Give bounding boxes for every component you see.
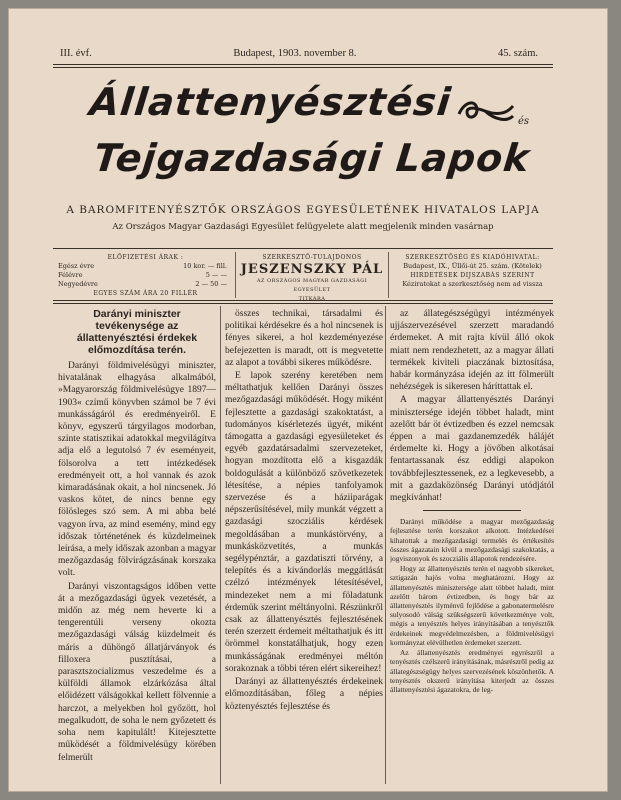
editor-sub1: AZ ORSZÁGOS MAGYAR GAZDASÁGI EGYESÜLET xyxy=(256,278,368,293)
subscription-footer: EGYES SZÁM ÁRA 20 FILLÉR xyxy=(93,290,198,297)
article-paragraph: Darányi működése a magyar mezőgazdaság fejlesztése terén korszakot alkotott. Intézkedései kihatottak a mezőgazdasági termelés és értékesítés összes ágazatain kívül a mezőgazdasági szakoktatás, a jogviszonyok és szocziális állapotok rendezésére. xyxy=(390,517,554,564)
subscription-row: Félévre 5 — — xyxy=(58,271,227,279)
column-divider xyxy=(385,306,386,784)
office-note: Kéziratokat a szerkesztőség nem ad vissza xyxy=(402,280,543,288)
editor-heading: SZERKESZTŐ-TULAJDONOS xyxy=(262,254,362,261)
article-paragraph: Az állattenyésztés eredményei egyrészről a tenyésztés czélszerű irányításának, másrészről pedig az állategészségügy helyes szervezésének köszönhetők. A tenyésztés okszerű irányítása kiterjedt az összes állattenyésztési ágazatokra, de leg- xyxy=(390,648,554,694)
section-divider xyxy=(423,510,521,511)
article-column-2 xyxy=(225,308,383,788)
article-paragraph: E lapok szerény keretében nem méltathatjuk kellően Darányi összes mezőgazdasági működését. Hogy miként fejlesztette a gazdasági szakoktatást, a tudományos kísérletezés ügyét, miként támogatta a gazdasági egyesületeket és egyéb gazdatársadalmi szervezeteket, hogyan mozdította elő a kisgazdák boldogulását a különböző szövetkezetek létesítése, a népies tanfolyamok szervezése és a háziiparágak népszerűsítésével, mily munkát végzett a gazdasági szocziális kérdések megoldásában a munkástörvény, a munkásközvetítés, a munkás segélypénztár, a gazdatiszti törvény, a telepítés és a kivándorlás meggátlását czélzó intézmények létesítésével, mindezeket nem a mi föladatunk érdemük szerint méltányolni. Részünkről csak az állattenyésztés fejlesztésének terén szerzett érdemeit méltathatjuk és itt örömmel konstatálhatjuk, hogy ezen munkásságának eredményei méltón sorakoznak a többi téren elért sikereihez! xyxy=(225,371,383,674)
article-paragraph: A magyar állattenyésztés Darányi minisztersége idején többet haladt, mint azelőtt bár öt évtizedben és ezzel nemcsak éppen a mai gazdanemzedék hálájét érdemelte ki. Hogy a jövőben alkotásai fentartassanak ész eddigi alapokon továbbfejlesztessenek, ez a legkevesebb, a mit a gazdaközönség Darányi utódjától megkívánhat! xyxy=(390,395,554,504)
editor-sub2: TITKÁRA xyxy=(298,296,326,302)
dateline: Budapest, 1903. november 8. xyxy=(233,48,357,59)
office-address: Budapest, IX., Üllői-út 25. szám. (Kötelek) xyxy=(403,262,542,270)
issue-number: 45. szám. xyxy=(498,48,538,59)
office-box xyxy=(390,253,555,298)
subscription-row: Negyedévre 2 — 50 — xyxy=(58,280,227,288)
top-rule xyxy=(53,64,553,65)
article-column-1 xyxy=(58,308,216,788)
article-paragraph: összes technikai, társadalmi és politikai kérdésekre és a hol nincsenek is fényes sikerei, a hol kezdeményezése befejezetten is maradt, ott is megvetette az alapot a további sikeres működésre. xyxy=(225,309,383,368)
masthead-subtitle: A BAROMFITENYÉSZTŐK ORSZÁGOS EGYESÜLETÉNEK HIVATALOS LAPJA xyxy=(66,204,540,216)
article-column-3 xyxy=(390,308,554,788)
subscription-row: Egész évre 10 kor. — fill. xyxy=(58,262,227,270)
subscription-box xyxy=(58,253,233,298)
office-heading: SZERKESZTŐSÉG ÉS KIADÓHIVATAL: xyxy=(405,254,540,261)
info-rule-bottom xyxy=(53,300,553,301)
column-divider xyxy=(220,306,221,784)
article-paragraph: Darányi viszontagságos időben vette át a mezőgazdasági ügyek vezetését, a midőn az még nem heverte ki a tengerentúli verseny okozta mezőgazdasági válság küzdelmeit és máris a dühöngő állatjárványok és filloxera pusztításai, a parasztszocializmus veszedelme és a külföldi államok elzárkózása által előidézett válságokkal kellett fölvennie a harczot, a melyekben hol győzött, hol megalkudott, de soha le nem győzetett és soha nem kapitulált! Kitejesztette működését a földmivelésügy körében felmerült xyxy=(58,581,216,763)
dateline-bar xyxy=(60,48,538,59)
info-rule-top xyxy=(53,248,553,249)
editor-box xyxy=(238,253,386,302)
article-paragraph: az állategészségügyi intézmények ujjászervezésével szerzett maradandó érdemeket. A mit rajta kívül álló okok miatt nem rendezhetett, az a magyar állati termékek kiviteli piaczának biztosítása, habár kormányzása idején az itt fölmerült nehézségek is sikeresen háríttattak el. xyxy=(390,309,554,393)
masthead-title-line2: Tejgazdasági Lapok xyxy=(91,136,533,180)
article-small-print xyxy=(390,517,554,694)
article-paragraph: Darányi földmivelésügyi miniszter, hivatalának elhagyása alkalmából, »Magyarország földmivelésügye 1897—1903« czímű könyvben számol be 7 évi munkásságáról és eredményeiről. E könyv, egyszerű tárgyilagos modorban, szinte statisztikai adatokkal megvilágítva adja elő a legutolsó 7 év eseményeit, fölsorolva a tett intézkedések eredményeit ott, a hol vannak és azok kimaradásának okait, a hol nincsenek. Jó vaskos kötet, de nincs benne egy fölösleges szó sem. A mi abba belé vagyon írva, az mind esemény, mind egy időszak történetének és küzdelmeinek leírása, a mely időszak azonban a magyar mezőgazdaság fölvirágzásának korszaka volt. xyxy=(58,361,216,579)
volume: III. évf. xyxy=(60,48,92,59)
info-divider xyxy=(388,252,389,298)
ornament-icon xyxy=(455,96,517,126)
editor-name: JESZENSZKY PÁL xyxy=(240,262,384,277)
article-headline: Darányi miniszter tevékenysége az állattenyésztési érdekek előmozdítása terén. xyxy=(76,308,198,356)
info-divider xyxy=(235,252,236,298)
article-paragraph: Hogy az állattenyésztés terén el nagyobb sikereket, sztigazán hajós volna meghatározni. Hogy az állattenyésztés minisztersége alatt többet haladt, mint azelőtt három évtizedben, és hogy bár az állattenyésztés ilyménvű fejlődése a gabonatermelésre sulyosodó válság szükségszerű következménye volt, mégis a tenyésztés helyes irányításában a tenyésztők érdekeinek megvédelmezésben, a földmivelésügyi kormányzat elévülhetlen érdemeket szerzett. xyxy=(390,564,554,647)
article-paragraph: Darányi az állattenyésztés érdekeinek előmozdításában, főleg a népies köztenyésztés fejlesztése és xyxy=(225,677,383,712)
top-rule-2 xyxy=(53,67,553,68)
masthead-subtitle2: Az Országos Magyar Gazdasági Egyesület felügyelete alatt megjelenik minden vasárnap xyxy=(112,222,494,232)
subscription-heading: ELŐFIZETÉSI ÁRAK : xyxy=(107,254,184,261)
masthead-es: és xyxy=(518,116,530,127)
office-ads: HIRDETÉSEK DIJSZABÁS SZERINT xyxy=(410,272,535,279)
newspaper-page xyxy=(8,8,608,792)
info-rule-bottom-2 xyxy=(53,303,553,304)
masthead-title-line1: Állattenyésztési xyxy=(87,80,454,124)
